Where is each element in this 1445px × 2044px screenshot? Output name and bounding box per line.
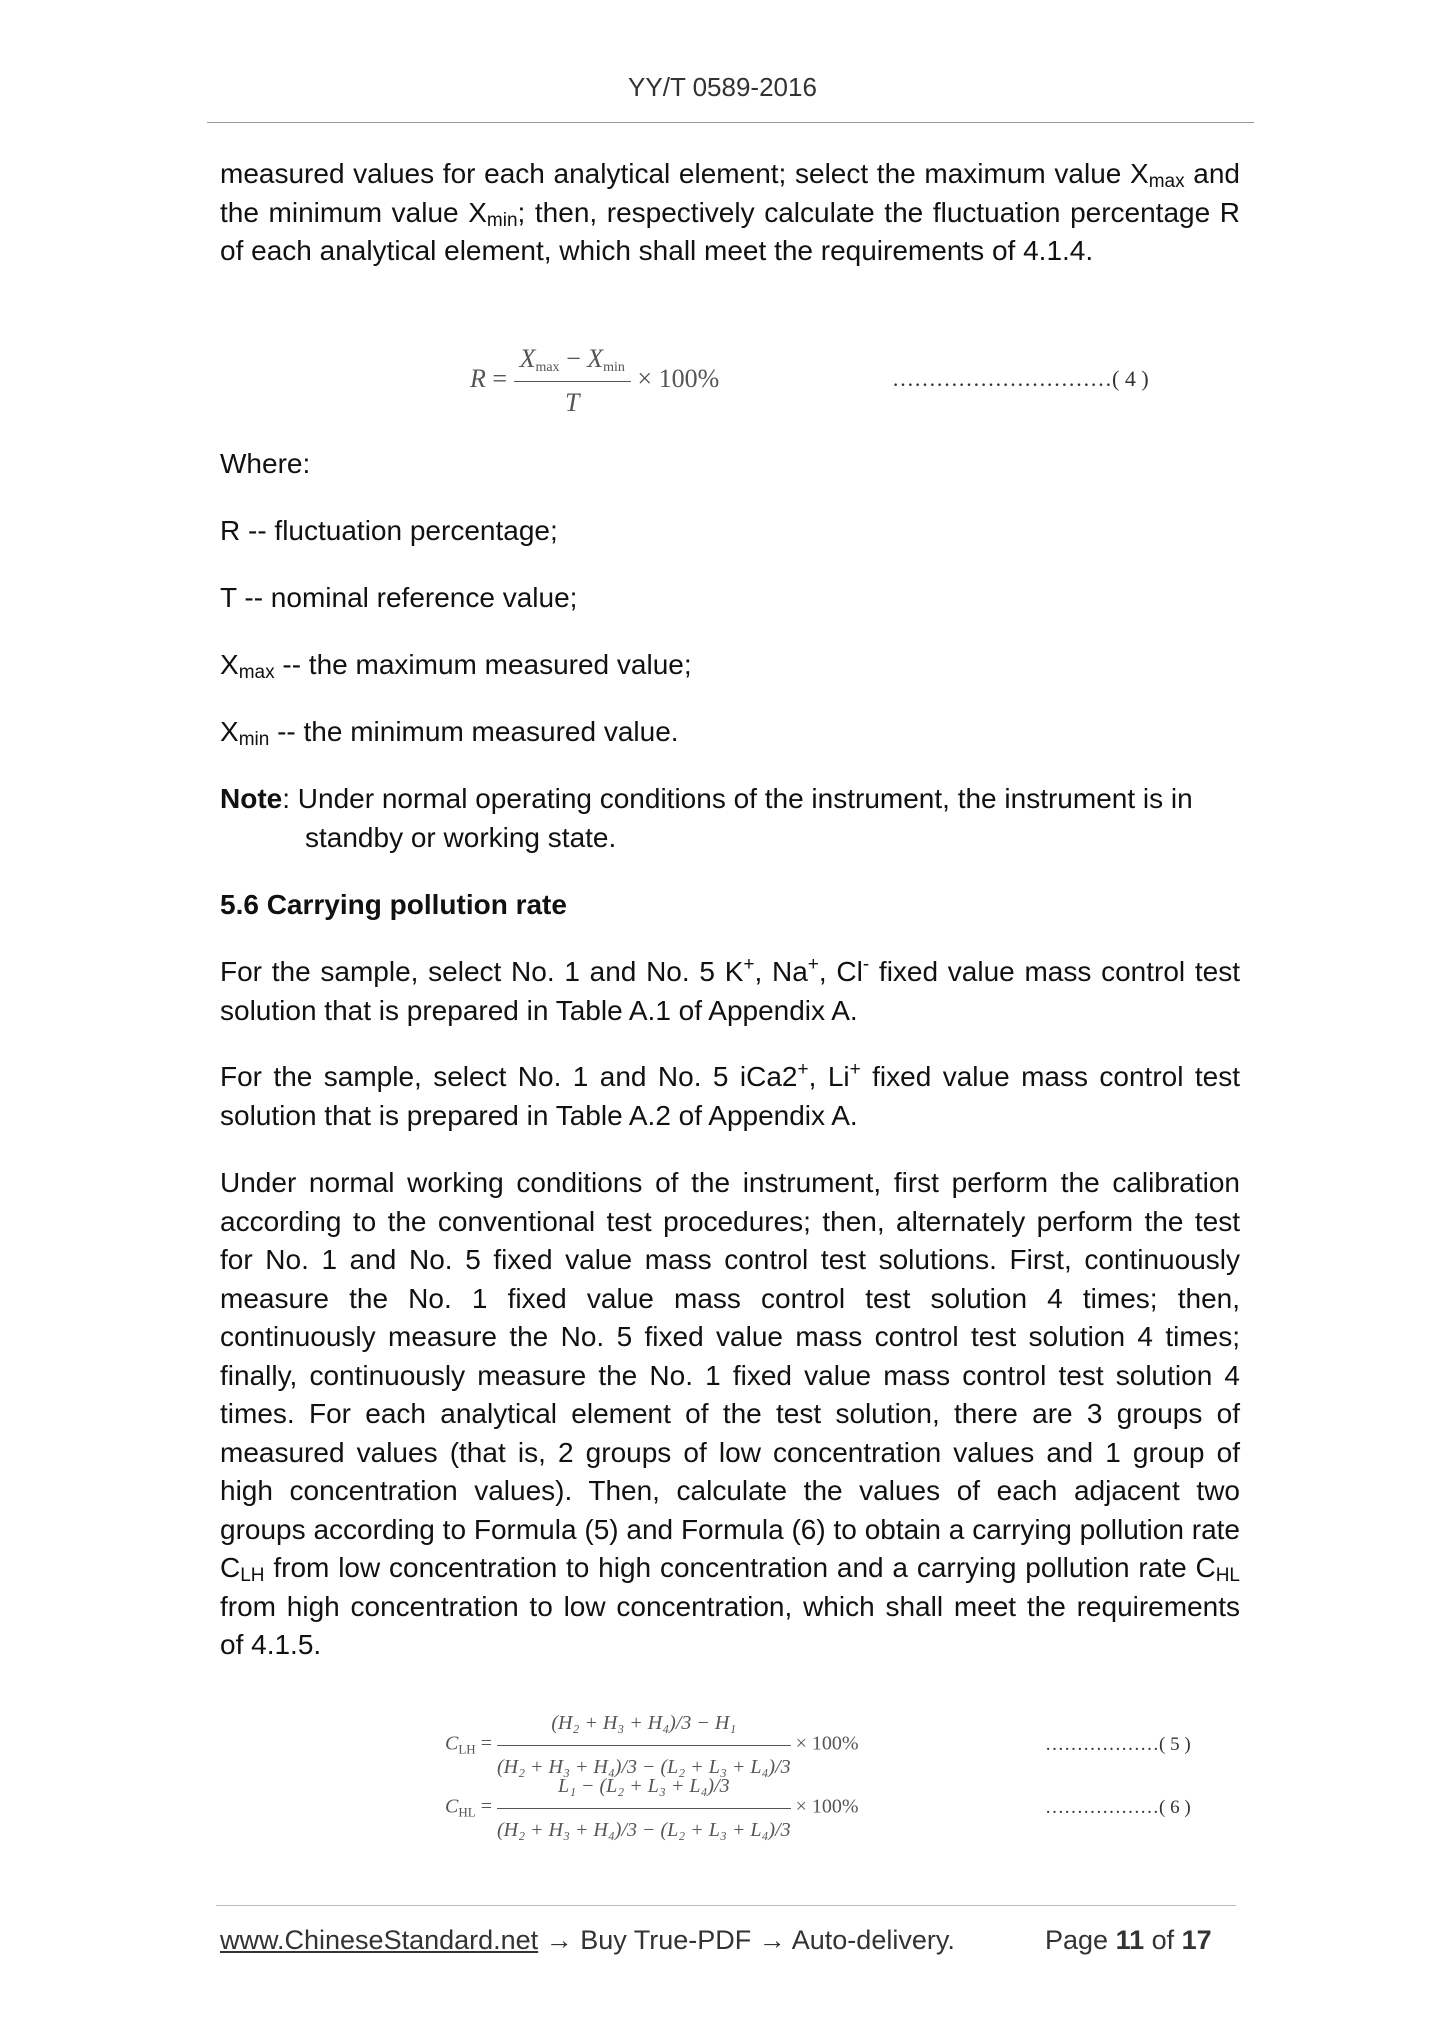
formula-6-lhs-sub: HL — [458, 1804, 476, 1820]
page-total: 17 — [1181, 1925, 1212, 1955]
footer-divider — [216, 1905, 1236, 1906]
formula-4-equals: = — [492, 363, 508, 393]
xmax-text: -- the maximum measured value; — [274, 649, 692, 680]
formula-6-fraction — [497, 1767, 791, 1849]
xmax-sub: max — [238, 662, 275, 683]
buy-text: Buy True-PDF — [580, 1925, 752, 1955]
formula-4-denominator: T — [565, 387, 580, 417]
intro-text-2: and the minimum value X — [220, 158, 1240, 228]
header-divider — [207, 122, 1254, 123]
formula-5-lhs: C — [445, 1732, 459, 1755]
p2-text-c: fixed value mass control test solution that is prepared in Table A.2 of Appendix A. — [220, 1061, 1241, 1131]
paragraph-1 — [220, 953, 1240, 1030]
page-header-title: YY/T 0589-2016 — [628, 72, 817, 102]
definition-t: T -- nominal reference value; — [220, 582, 578, 613]
formula-4-numerator — [514, 340, 631, 382]
p2-sup-2: + — [849, 1059, 861, 1080]
formula-5-numerator: (H₂ + H₃ + H₄)/3 − H₁ — [497, 1704, 791, 1746]
intro-sub-max: max — [1148, 171, 1185, 192]
p2-text-b: , Li — [808, 1061, 850, 1092]
where-label: Where: — [220, 448, 311, 479]
xmax-symbol: X — [220, 649, 239, 680]
p2-text-a: For the sample, select No. 1 and No. 5 iCa2 — [220, 1061, 798, 1092]
p3-sub-lh: LH — [240, 1565, 265, 1586]
page-label: Page — [1045, 1925, 1116, 1955]
formula-4-x1: X — [519, 344, 536, 373]
paragraph-2 — [220, 1058, 1240, 1135]
p1-text-b: , Na — [754, 956, 808, 987]
definition-r: R -- fluctuation percentage; — [220, 515, 558, 546]
formula-6 — [445, 1767, 859, 1849]
p1-sup-3: - — [862, 954, 870, 975]
formula-4-lhs: R — [470, 363, 486, 393]
page-number: 11 — [1115, 1925, 1145, 1955]
note-line-1: : Under normal operating conditions of the instrument, the instrument is in — [282, 783, 1193, 814]
xmin-text: -- the minimum measured value. — [269, 716, 679, 747]
formula-4 — [470, 340, 719, 422]
formula-6-numerator: L₁ − (L₂ + L₃ + L₄)/3 — [497, 1767, 791, 1809]
intro-sub-min: min — [486, 209, 518, 231]
formula-4-x2: X — [587, 344, 604, 373]
definition-xmin — [220, 713, 1240, 752]
formula-5-denominator: (H₂ + H₃ + H₄)/3 − (L₂ + L₃ + L₄)/3 — [496, 1755, 791, 1778]
arrow-2: → — [751, 1925, 792, 1955]
section-heading: 5.6 Carrying pollution rate — [220, 889, 567, 920]
p3-text-a: Under normal working conditions of the instrument, first perform the calibration according to the conventional test procedures; then, alternately perform the test for No. 1 and No. 5 fixed value mass control test solutions. First, continuously measure the No. 1 fixed value mass control test solution 4 times; then, continuously measure the No. 5 fixed value mass control test solution 4 times; finally, continuously measure the No. 1 fixed value mass control test solution 4 times. For each analytical element of the test solution, there are 3 groups of measured values (that is, 2 groups of low concentration values and 1 group of high concentration values). Then, calculate the values of each adjacent two groups according to Formula (5) and Formula (6) to obtain a carrying pollution rate C — [220, 1167, 1240, 1583]
paragraph-3 — [220, 1164, 1240, 1665]
formula-4-minus: − — [566, 344, 581, 373]
formula-6-equals: = — [480, 1795, 492, 1818]
formula-6-lhs: C — [445, 1795, 459, 1818]
xmin-sub: min — [238, 729, 270, 750]
formula-5-number: ………………( 5 ) — [1045, 1734, 1191, 1755]
xmin-symbol: X — [220, 716, 239, 747]
p3-text-c: from high concentration to low concentration, which shall meet the requirements of 4.1.5. — [220, 1590, 1240, 1660]
formula-4-number: …………………………( 4 ) — [892, 366, 1149, 391]
arrow-1: → — [538, 1925, 581, 1955]
formula-4-times: × 100% — [637, 363, 720, 393]
p3-sub-hl: HL — [1215, 1565, 1240, 1586]
intro-text-3: ; then, respectively calculate the fluctuation percentage R of each analytical element, which shall meet the requirements of 4.1.4. — [220, 196, 1240, 266]
intro-text-1: measured values for each analytical element; select the maximum value X — [220, 158, 1149, 189]
p1-text-c: , Cl — [818, 956, 863, 987]
p3-text-b: from low concentration to high concentration and a carrying pollution rate C — [264, 1552, 1216, 1583]
formula-4-sub-min: min — [603, 360, 625, 375]
formula-6-number: ………………( 6 ) — [1045, 1797, 1191, 1818]
note-label: Note — [220, 783, 283, 814]
footer-left — [220, 1925, 955, 1956]
p2-sup-1: + — [797, 1059, 809, 1080]
formula-5-lhs-sub: LH — [458, 1741, 476, 1757]
formula-5-times: × 100% — [795, 1732, 859, 1755]
definition-xmax — [220, 646, 1240, 685]
p1-sup-2: + — [807, 954, 819, 975]
p1-text-d: fixed value mass control test solution that is prepared in Table A.1 of Appendix A. — [220, 956, 1240, 1026]
p1-text-a: For the sample, select No. 1 and No. 5 K — [220, 956, 744, 987]
formula-4-sub-max: max — [535, 360, 560, 375]
website-link[interactable]: www.ChineseStandard.net — [220, 1925, 539, 1955]
page-of: of — [1144, 1925, 1182, 1955]
formula-6-times: × 100% — [795, 1795, 859, 1818]
formula-5-equals: = — [480, 1732, 492, 1755]
formula-4-fraction — [514, 340, 631, 422]
formula-6-denominator: (H₂ + H₃ + H₄)/3 − (L₂ + L₃ + L₄)/3 — [496, 1818, 791, 1841]
intro-paragraph — [220, 155, 1240, 271]
page-indicator — [1045, 1925, 1212, 1956]
p1-sup-1: + — [743, 954, 755, 975]
note-block — [220, 780, 1240, 857]
note-line-2: standby or working state. — [305, 821, 617, 853]
auto-delivery-text: Auto-delivery. — [791, 1925, 955, 1955]
